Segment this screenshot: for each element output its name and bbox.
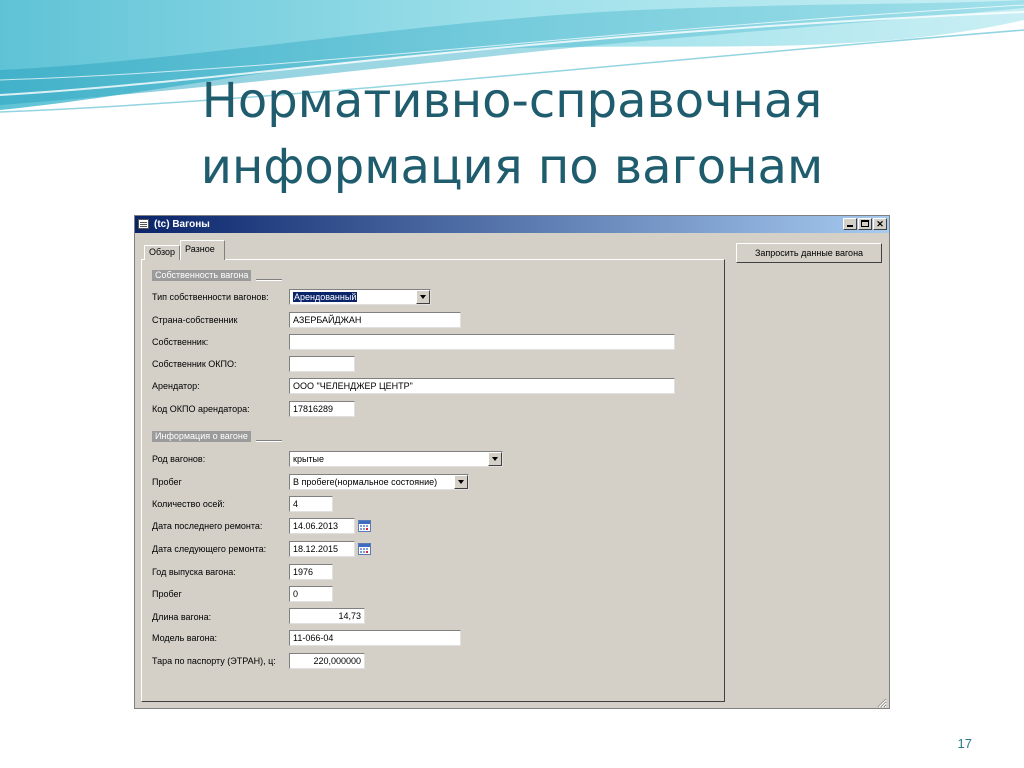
page-number: 17 [957, 736, 972, 751]
ownership-type-select[interactable] [289, 289, 431, 305]
build-year-label: Год выпуска вагона: [152, 567, 236, 577]
tare-label: Тара по паспорту (ЭТРАН), ц: [152, 656, 276, 666]
wagon-kind-value: крытые [293, 454, 325, 464]
model-label: Модель вагона: [152, 633, 218, 643]
close-button[interactable]: ✕ [873, 218, 887, 230]
wagon-info-group-header: Информация о вагоне [152, 431, 251, 442]
wagon-kind-dropdown-icon[interactable] [488, 452, 502, 466]
mileage-label: Пробег [152, 589, 182, 599]
owner-field[interactable] [289, 334, 675, 350]
run-state-dropdown-icon[interactable] [454, 475, 468, 489]
minimize-button[interactable] [843, 218, 857, 230]
ownership-group-divider [256, 279, 282, 281]
lessee-field[interactable]: ООО "ЧЕЛЕНДЖЕР ЦЕНТР" [289, 378, 675, 394]
build-year-field[interactable]: 1976 [289, 564, 333, 580]
axles-field[interactable]: 4 [289, 496, 333, 512]
slide-title [0, 68, 1024, 200]
ownership-type-label: Тип собственности вагонов: [152, 292, 269, 302]
country-owner-label: Страна-собственник [152, 315, 238, 325]
ownership-group-header: Собственность вагона [152, 270, 251, 281]
country-owner-field[interactable]: АЗЕРБАЙДЖАН [289, 312, 461, 328]
owner-label: Собственник: [152, 337, 209, 347]
wagon-kind-select[interactable] [289, 451, 503, 467]
next-repair-label: Дата следующего ремонта: [152, 544, 267, 554]
next-repair-calendar-icon[interactable] [358, 543, 371, 555]
wagon-kind-label: Род вагонов: [152, 454, 206, 464]
ownership-type-value: Арендованный [294, 292, 357, 302]
window-titlebar[interactable] [135, 216, 889, 233]
length-field[interactable]: 14,73 [289, 608, 365, 624]
tab-overview[interactable]: Обзор [144, 245, 180, 260]
tab-misc[interactable]: Разное [180, 240, 225, 260]
next-repair-date-field[interactable]: 18.12.2015 [289, 541, 355, 557]
lessee-okpo-label: Код ОКПО арендатора: [152, 404, 250, 414]
tare-field[interactable]: 220,000000 [289, 653, 365, 669]
last-repair-calendar-icon[interactable] [358, 520, 371, 532]
run-state-select[interactable] [289, 474, 469, 490]
model-field[interactable]: 11-066-04 [289, 630, 461, 646]
owner-okpo-label: Собственник ОКПО: [152, 359, 237, 369]
owner-okpo-field[interactable] [289, 356, 355, 372]
slide-title-line1: Нормативно-справочная [201, 73, 823, 129]
window-app-icon [138, 219, 149, 229]
axles-label: Количество осей: [152, 499, 225, 509]
length-label: Длина вагона: [152, 612, 212, 622]
lessee-okpo-field[interactable]: 17816289 [289, 401, 355, 417]
last-repair-date-field[interactable]: 14.06.2013 [289, 518, 355, 534]
run-state-label: Пробег [152, 477, 182, 487]
maximize-button[interactable] [858, 218, 872, 230]
wagon-info-group-divider [256, 440, 282, 442]
run-state-value: В пробеге(нормальное состояние) [293, 477, 438, 487]
window-title: (tc) Вагоны [154, 219, 210, 230]
ownership-type-dropdown-icon[interactable] [416, 290, 430, 304]
slide-title-line2: информация по вагонам [200, 139, 824, 195]
request-wagon-data-button[interactable]: Запросить данные вагона [736, 243, 882, 263]
mileage-field[interactable]: 0 [289, 586, 333, 602]
lessee-label: Арендатор: [152, 381, 200, 391]
resize-grip-icon[interactable] [876, 697, 887, 708]
last-repair-label: Дата последнего ремонта: [152, 521, 263, 531]
